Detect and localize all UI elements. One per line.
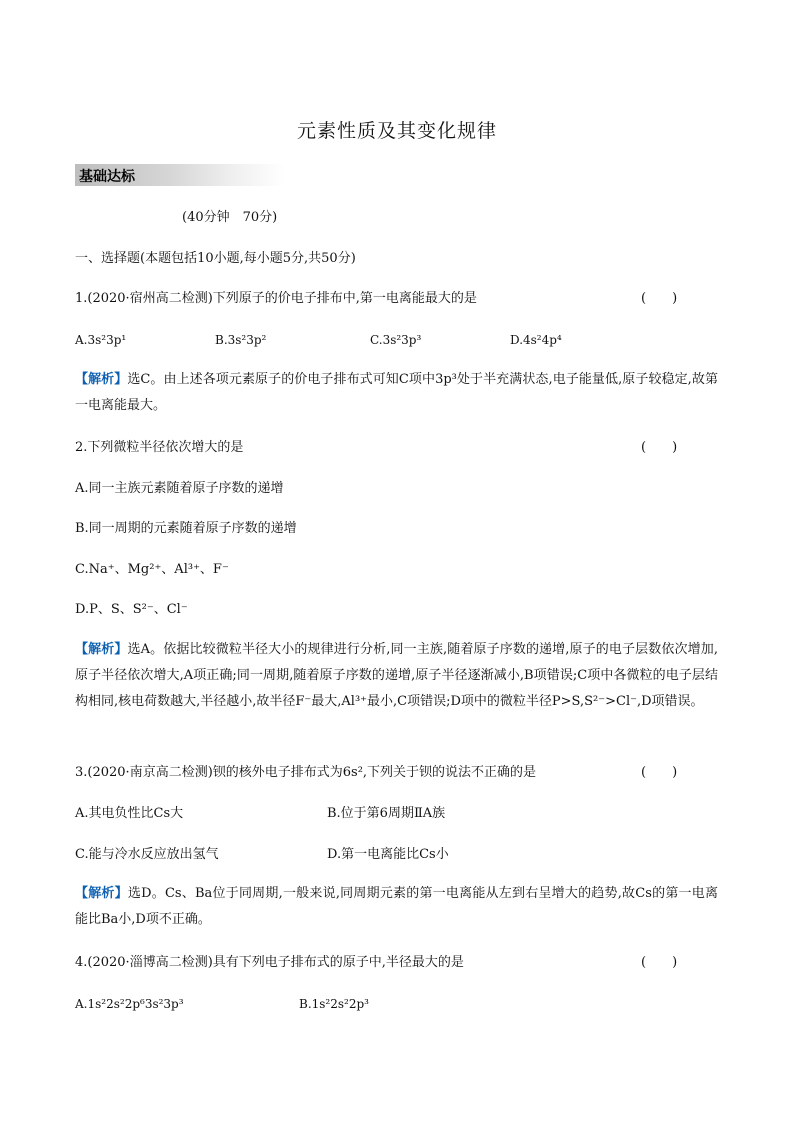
q1-analysis (75, 367, 718, 419)
q3-option-a: A.其电负性比Cs大 (75, 806, 184, 821)
q2-option-a: A.同一主族元素随着原子序数的递增 (75, 481, 284, 496)
q2-option-d: D.P、S、S²⁻、Cl⁻ (75, 602, 188, 617)
answer-blank-3: ( ) (641, 765, 678, 780)
question-3-stem: 3.(2020·南京高二检测)钡的核外电子排布式为6s²,下列关于钡的说法不正确的是 (75, 765, 537, 780)
q3-analysis-text: 选D。Cs、Ba位于同周期,一般来说,同周期元素的第一电离能从左到右呈增大的趋势,故Cs的第一电离能比Ba小,D项不正确。 (75, 886, 718, 927)
analysis-tag: 【解析】 (75, 642, 128, 657)
q2-option-c: C.Na⁺、Mg²⁺、Al³⁺、F⁻ (75, 562, 229, 577)
q2-option-b: B.同一周期的元素随着原子序数的递增 (75, 521, 297, 536)
section-banner (75, 164, 285, 186)
part-heading: 一、选择题(本题包括10小题,每小题5分,共50分) (75, 251, 356, 266)
page-title: 元素性质及其变化规律 (296, 120, 497, 142)
question-1-stem: 1.(2020·宿州高二检测)下列原子的价电子排布中,第一电离能最大的是 (75, 291, 477, 306)
q3-option-d: D.第一电离能比Cs小 (327, 847, 449, 862)
q3-analysis (75, 881, 718, 933)
analysis-tag: 【解析】 (75, 886, 128, 901)
q4-option-b: B.1s²2s²2p³ (299, 997, 369, 1011)
q1-option-b: B.3s²3p² (215, 333, 267, 347)
q1-option-c: C.3s²3p³ (370, 333, 422, 347)
q2-analysis (75, 637, 718, 715)
analysis-tag: 【解析】 (75, 372, 128, 387)
q2-analysis-text: 选A。依据比较微粒半径大小的规律进行分析,同一主族,随着原子序数的递增,原子的电子层数依次增加,原子半径依次增大,A项正确;同一周期,随着原子序数的递增,原子半径逐渐减小,B项错误;C项中各微粒的电子层结构相同,核电荷数越大,半径越小,故半径F⁻最大,Al³⁺最小,C项错误;D项中的微粒半径P>S,S²⁻>Cl⁻,D项错误。 (75, 642, 718, 709)
q1-option-a: A.3s²3p¹ (75, 333, 127, 347)
q3-option-b: B.位于第6周期ⅡA族 (327, 806, 446, 821)
question-4-stem: 4.(2020·淄博高二检测)具有下列电子排布式的原子中,半径最大的是 (75, 955, 464, 970)
q4-option-a: A.1s²2s²2p⁶3s²3p³ (75, 997, 184, 1011)
answer-blank-2: ( ) (641, 440, 678, 455)
time-score: (40分钟 70分) (182, 210, 278, 225)
answer-blank-1: ( ) (641, 291, 678, 306)
q1-option-d: D.4s²4p⁴ (510, 333, 562, 347)
q1-analysis-text: 选C。由上述各项元素原子的价电子排布式可知C项中3p³处于半充满状态,电子能量低,原子较稳定,故第一电离能最大。 (75, 372, 718, 413)
q3-option-c: C.能与冷水反应放出氢气 (75, 847, 219, 862)
section-label: 基础达标 (79, 169, 135, 185)
answer-blank-4: ( ) (641, 955, 678, 970)
question-2-stem: 2.下列微粒半径依次增大的是 (75, 440, 244, 455)
